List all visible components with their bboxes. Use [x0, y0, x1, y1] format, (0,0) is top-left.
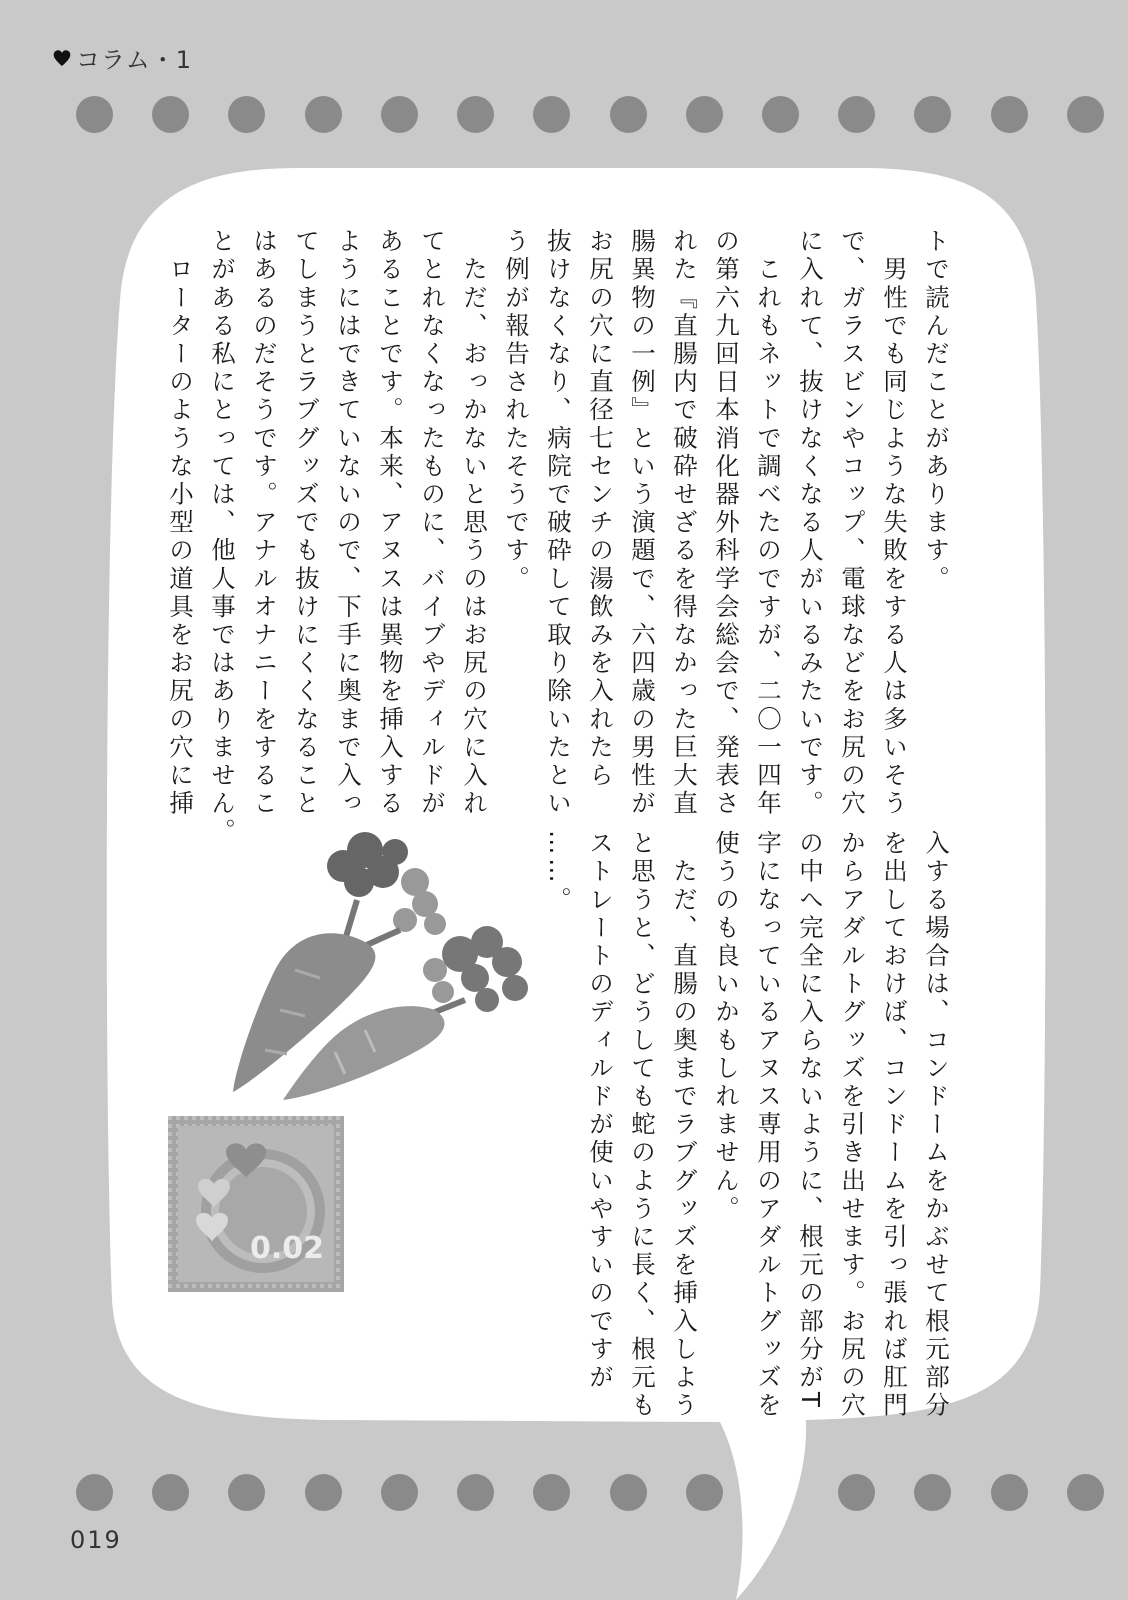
text-column: 使うのも良いかもしれません。 [712, 830, 741, 1224]
condom-package-icon [168, 1116, 344, 1292]
text-column: を出しておけば、コンドームを引っ張れば肛門 [880, 830, 909, 1421]
text-column: てしまうとラブグッズでも抜けにくくなること [292, 228, 321, 819]
bottom-dot-border [0, 1474, 1128, 1514]
text-column: 入する場合は、コンドームをかぶせて根元部分 [922, 830, 951, 1421]
text-column: ローターのような小型の道具をお尻の穴に挿 [166, 228, 195, 819]
text-column: ただ、直腸の奥までラブグッズを挿入しよう [670, 830, 699, 1421]
text-column: はあるのだそうです。アナルオナニーをするこ [250, 228, 279, 819]
text-column: と思うと、どうしても蛇のように長く、根元も [628, 830, 657, 1421]
text-column: に入れて、抜けなくなる人がいるみたいです。 [796, 228, 825, 819]
text-column: ……。 [544, 830, 573, 915]
text-column: お尻の穴に直径七センチの湯飲みを入れたら [586, 228, 615, 790]
text-column: これもネットで調べたのですが、二〇一四年 [754, 228, 783, 819]
text-block-bottom [544, 830, 951, 1421]
condom-label: 0.02 [250, 1231, 325, 1266]
text-column: れた『直腸内で破砕せざるを得なかった巨大直 [670, 228, 699, 819]
text-column: 抜けなくなり、病院で破砕して取り除いたとい [544, 228, 573, 819]
page-number: 019 [70, 1526, 122, 1554]
text-column: てとれなくなったものに、バイブやディルドが [418, 228, 447, 819]
text-column: 男性でも同じような失敗をする人は多いそう [880, 228, 909, 819]
text-column: う例が報告されたそうです。 [502, 228, 531, 594]
column-label: コラム・1 [76, 46, 193, 74]
text-column: とがある私にとっては、他人事ではありません。 [208, 228, 237, 847]
text-column: 字になっているアヌス専用のアダルトグッズを [754, 830, 783, 1421]
text-column: トで読んだことがあります。 [922, 228, 951, 594]
text-column: 腸異物の一例』という演題で、六四歳の男性が [628, 228, 657, 819]
carrot-icon [225, 830, 535, 1110]
text-column: ストレートのディルドが使いやすいのですが [586, 830, 615, 1392]
text-column: の中へ完全に入らないように、根元の部分がT [796, 830, 825, 1411]
text-block-top [166, 228, 951, 847]
text-column: からアダルトグッズを引き出せます。お尻の穴 [838, 830, 867, 1421]
text-column: あることです。本来、アヌスは異物を挿入する [376, 228, 405, 819]
text-column: の第六九回日本消化器外科学会総会で、発表さ [712, 228, 741, 819]
text-column: ただ、おっかないと思うのはお尻の穴に入れ [460, 228, 489, 819]
text-column: で、ガラスビンやコップ、電球などをお尻の穴 [838, 228, 867, 819]
text-column: ようにはできていないので、下手に奥まで入っ [334, 228, 363, 819]
